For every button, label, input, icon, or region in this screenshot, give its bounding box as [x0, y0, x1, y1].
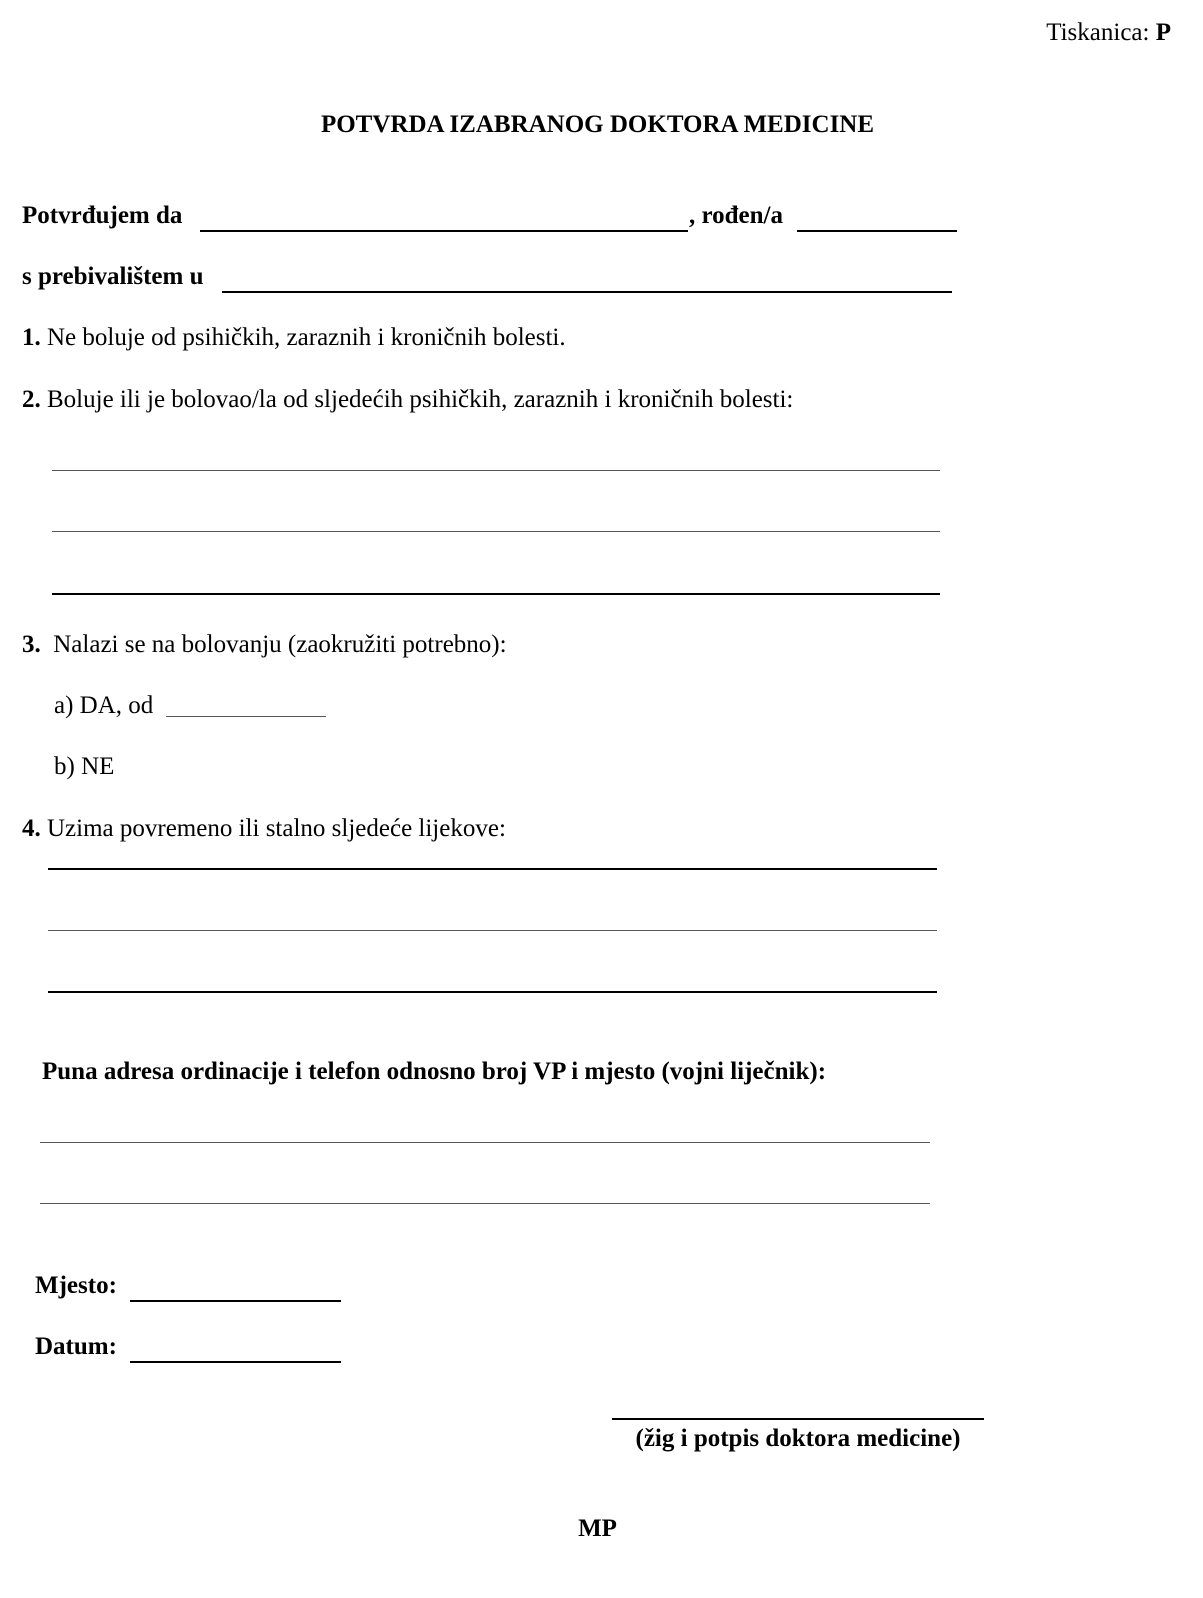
residence-label: s prebivalištem u: [22, 263, 204, 290]
stamp-label: MP: [578, 1515, 617, 1542]
item-3: [22, 630, 507, 660]
form-code-label: Tiskanica:: [1046, 19, 1150, 46]
item-3-number: 3.: [22, 631, 41, 658]
diseases-line-1[interactable]: [52, 470, 940, 471]
date-label: Datum:: [35, 1333, 117, 1360]
sick-leave-from-field[interactable]: [166, 716, 326, 717]
medication-line-2[interactable]: [48, 930, 937, 931]
confirm-label: Potvrđujem da: [22, 202, 183, 229]
diseases-line-3[interactable]: [52, 593, 940, 595]
date-field[interactable]: [130, 1331, 341, 1363]
name-field[interactable]: [200, 200, 688, 232]
address-label: Puna adresa ordinacije i telefon odnosno broj VP i mjesto (vojni liječnik):: [42, 1058, 827, 1085]
born-label: , rođen/a: [689, 202, 783, 229]
page-title: POTVRDA IZABRANOG DOKTORA MEDICINE: [320, 111, 875, 138]
item-1: [22, 323, 566, 353]
residence-field[interactable]: [222, 261, 952, 293]
option-a[interactable]: a) DA, od: [54, 692, 154, 719]
address-line-1[interactable]: [40, 1142, 930, 1143]
form-code-value: P: [1155, 19, 1171, 46]
birthdate-field[interactable]: [797, 200, 957, 232]
form-code: [1046, 18, 1171, 48]
signature-line[interactable]: [612, 1418, 984, 1420]
item-2-text: Boluje ili je bolovao/la od sljedećih psihičkih, zaraznih i kroničnih bolesti:: [47, 386, 794, 413]
item-2-number: 2.: [22, 386, 41, 413]
item-1-number: 1.: [22, 324, 41, 351]
signature-label: (žig i potpis doktora medicine): [635, 1425, 961, 1452]
item-4-text: Uzima povremeno ili stalno sljedeće lijekove:: [47, 815, 506, 842]
item-1-text: Ne boluje od psihičkih, zaraznih i kroničnih bolesti.: [47, 324, 566, 351]
place-label: Mjesto:: [35, 1272, 117, 1299]
medication-line-3[interactable]: [48, 991, 937, 993]
item-3-text: Nalazi se na bolovanju (zaokružiti potrebno):: [53, 631, 507, 658]
address-line-2[interactable]: [40, 1203, 930, 1204]
item-2: [22, 385, 793, 415]
item-4: [22, 814, 506, 844]
option-b[interactable]: b) NE: [54, 753, 115, 780]
medication-line-1[interactable]: [48, 868, 937, 870]
place-field[interactable]: [130, 1270, 341, 1302]
diseases-line-2[interactable]: [52, 531, 940, 532]
item-4-number: 4.: [22, 815, 41, 842]
